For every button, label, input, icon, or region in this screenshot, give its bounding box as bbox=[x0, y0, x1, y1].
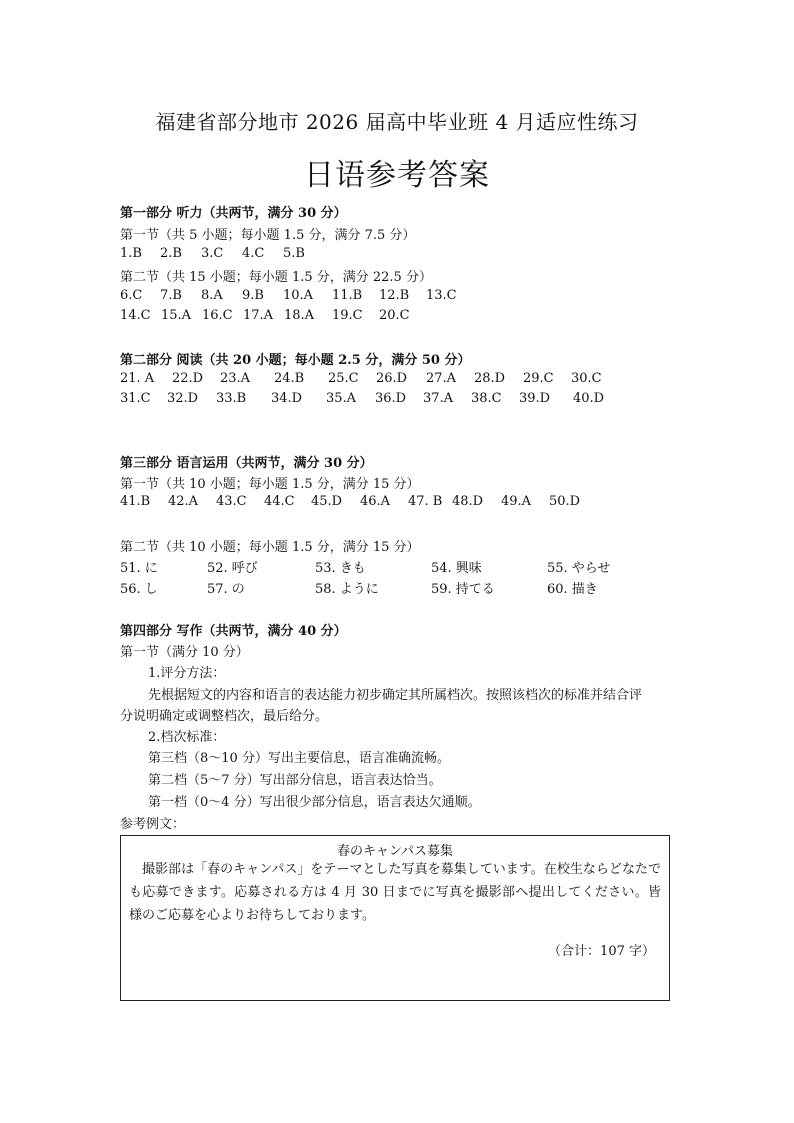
sample-essay-box bbox=[120, 835, 670, 1001]
answer-item: 6.C bbox=[120, 288, 143, 303]
answer-item: 49.A bbox=[501, 494, 532, 509]
method-label: 1.评分方法： bbox=[148, 666, 226, 681]
answer-item: 32.D bbox=[167, 391, 199, 406]
method-line2: 分说明确定或调整档次，最后给分。 bbox=[120, 709, 329, 724]
part3-section2-label: 第二节（共 10 小题；每小题 1.5 分，满分 15 分） bbox=[120, 540, 420, 555]
answer-item: 40.D bbox=[573, 391, 605, 406]
tier3-text: 第三档（8～10 分）写出主要信息，语言准确流畅。 bbox=[148, 751, 450, 766]
answer-item: 35.A bbox=[326, 391, 357, 406]
answer-item: 46.A bbox=[360, 494, 391, 509]
part4-section1-label: 第一节（满分 10 分） bbox=[120, 645, 249, 660]
method-line1: 先根据短文的内容和语言的表达能力初步确定其所属档次。按照该档次的标准并结合评 bbox=[148, 688, 643, 703]
answer-item: 45.D bbox=[311, 494, 343, 509]
answer-item: 60. 描き bbox=[547, 582, 598, 597]
answer-item: 25.C bbox=[328, 371, 359, 386]
sample-essay-count: （合计：107 字） bbox=[548, 944, 655, 959]
standard-label: 2.档次标准： bbox=[148, 730, 226, 745]
sample-label: 参考例文： bbox=[120, 817, 186, 832]
document-title: 福建省部分地市 2026 届高中毕业班 4 月适应性练习 bbox=[155, 110, 639, 134]
answer-item: 5.B bbox=[283, 246, 305, 261]
answer-item: 20.C bbox=[379, 308, 410, 323]
answer-item: 24.B bbox=[274, 371, 305, 386]
answer-item: 44.C bbox=[264, 494, 295, 509]
answer-item: 9.B bbox=[242, 288, 264, 303]
answer-item: 13.C bbox=[426, 288, 457, 303]
answer-item: 11.B bbox=[332, 288, 363, 303]
answer-item: 58. ように bbox=[315, 582, 379, 597]
answer-item: 47. B bbox=[408, 494, 443, 509]
sample-essay-title: 春のキャンパス募集 bbox=[336, 844, 454, 859]
answer-item: 57. の bbox=[207, 582, 245, 597]
answer-item: 54. 興味 bbox=[431, 561, 482, 576]
answer-item: 41.B bbox=[120, 494, 151, 509]
answer-item: 3.C bbox=[201, 246, 224, 261]
answer-item: 59. 持てる bbox=[431, 582, 495, 597]
answer-item: 30.C bbox=[571, 371, 602, 386]
tier1-text: 第一档（0～4 分）写出很少部分信息，语言表达欠通顺。 bbox=[148, 795, 481, 810]
answer-item: 2.B bbox=[160, 246, 182, 261]
answer-item: 23.A bbox=[220, 371, 251, 386]
answer-item: 43.C bbox=[216, 494, 247, 509]
answer-item: 28.D bbox=[474, 371, 506, 386]
part1-section1-label: 第一节（共 5 小题；每小题 1.5 分，满分 7.5 分） bbox=[120, 228, 416, 243]
answer-item: 51. に bbox=[120, 561, 158, 576]
answer-item: 12.B bbox=[379, 288, 410, 303]
answer-item: 14.C bbox=[120, 308, 151, 323]
answer-item: 52. 呼び bbox=[207, 561, 258, 576]
answer-item: 18.A bbox=[284, 308, 315, 323]
answer-item: 27.A bbox=[426, 371, 457, 386]
answer-item: 29.C bbox=[523, 371, 554, 386]
answer-item: 19.C bbox=[332, 308, 363, 323]
answer-item: 50.D bbox=[549, 494, 581, 509]
answer-item: 15.A bbox=[161, 308, 192, 323]
answer-item: 10.A bbox=[283, 288, 314, 303]
part2-heading: 第二部分 阅读（共 20 小题；每小题 2.5 分，满分 50 分） bbox=[120, 353, 471, 368]
answer-item: 55. やらせ bbox=[547, 561, 611, 576]
part3-section1-label: 第一节（共 10 小题；每小题 1.5 分，满分 15 分） bbox=[120, 477, 420, 492]
answer-item: 37.A bbox=[423, 391, 454, 406]
answer-item: 39.D bbox=[519, 391, 551, 406]
part1-heading: 第一部分 听力（共两节，满分 30 分） bbox=[120, 206, 347, 221]
answer-item: 38.C bbox=[471, 391, 502, 406]
answer-item: 7.B bbox=[160, 288, 182, 303]
tier2-text: 第二档（5～7 分）写出部分信息，语言表达恰当。 bbox=[148, 773, 442, 788]
answer-item: 17.A bbox=[243, 308, 274, 323]
answer-item: 36.D bbox=[375, 391, 407, 406]
part4-heading: 第四部分 写作（共两节，满分 40 分） bbox=[120, 624, 347, 639]
part1-section2-label: 第二节（共 15 小题；每小题 1.5 分，满分 22.5 分） bbox=[120, 270, 432, 285]
answer-item: 1.B bbox=[120, 246, 142, 261]
answer-item: 22.D bbox=[172, 371, 204, 386]
answer-item: 53. きも bbox=[315, 561, 366, 576]
answer-item: 48.D bbox=[452, 494, 484, 509]
answer-item: 21. A bbox=[120, 371, 155, 386]
answer-item: 31.C bbox=[120, 391, 151, 406]
answer-item: 34.D bbox=[271, 391, 303, 406]
answer-item: 56. し bbox=[120, 582, 158, 597]
answer-item: 4.C bbox=[242, 246, 265, 261]
answer-item: 42.A bbox=[168, 494, 199, 509]
document-subtitle: 日语参考答案 bbox=[304, 158, 490, 193]
sample-essay-body: 撮影部は「春のキャンパス」をテーマとした写真を募集しています。在校生ならどなたでも応募できます。応募される方は 4 月 30 日までに写真を撮影部へ提出してください。皆様のご応募を心よりお待ちしております。 bbox=[129, 862, 661, 923]
answer-item: 26.D bbox=[376, 371, 408, 386]
part3-heading: 第三部分 语言运用（共两节，满分 30 分） bbox=[120, 456, 373, 471]
answer-item: 16.C bbox=[202, 308, 233, 323]
answer-item: 33.B bbox=[216, 391, 247, 406]
answer-item: 8.A bbox=[201, 288, 223, 303]
